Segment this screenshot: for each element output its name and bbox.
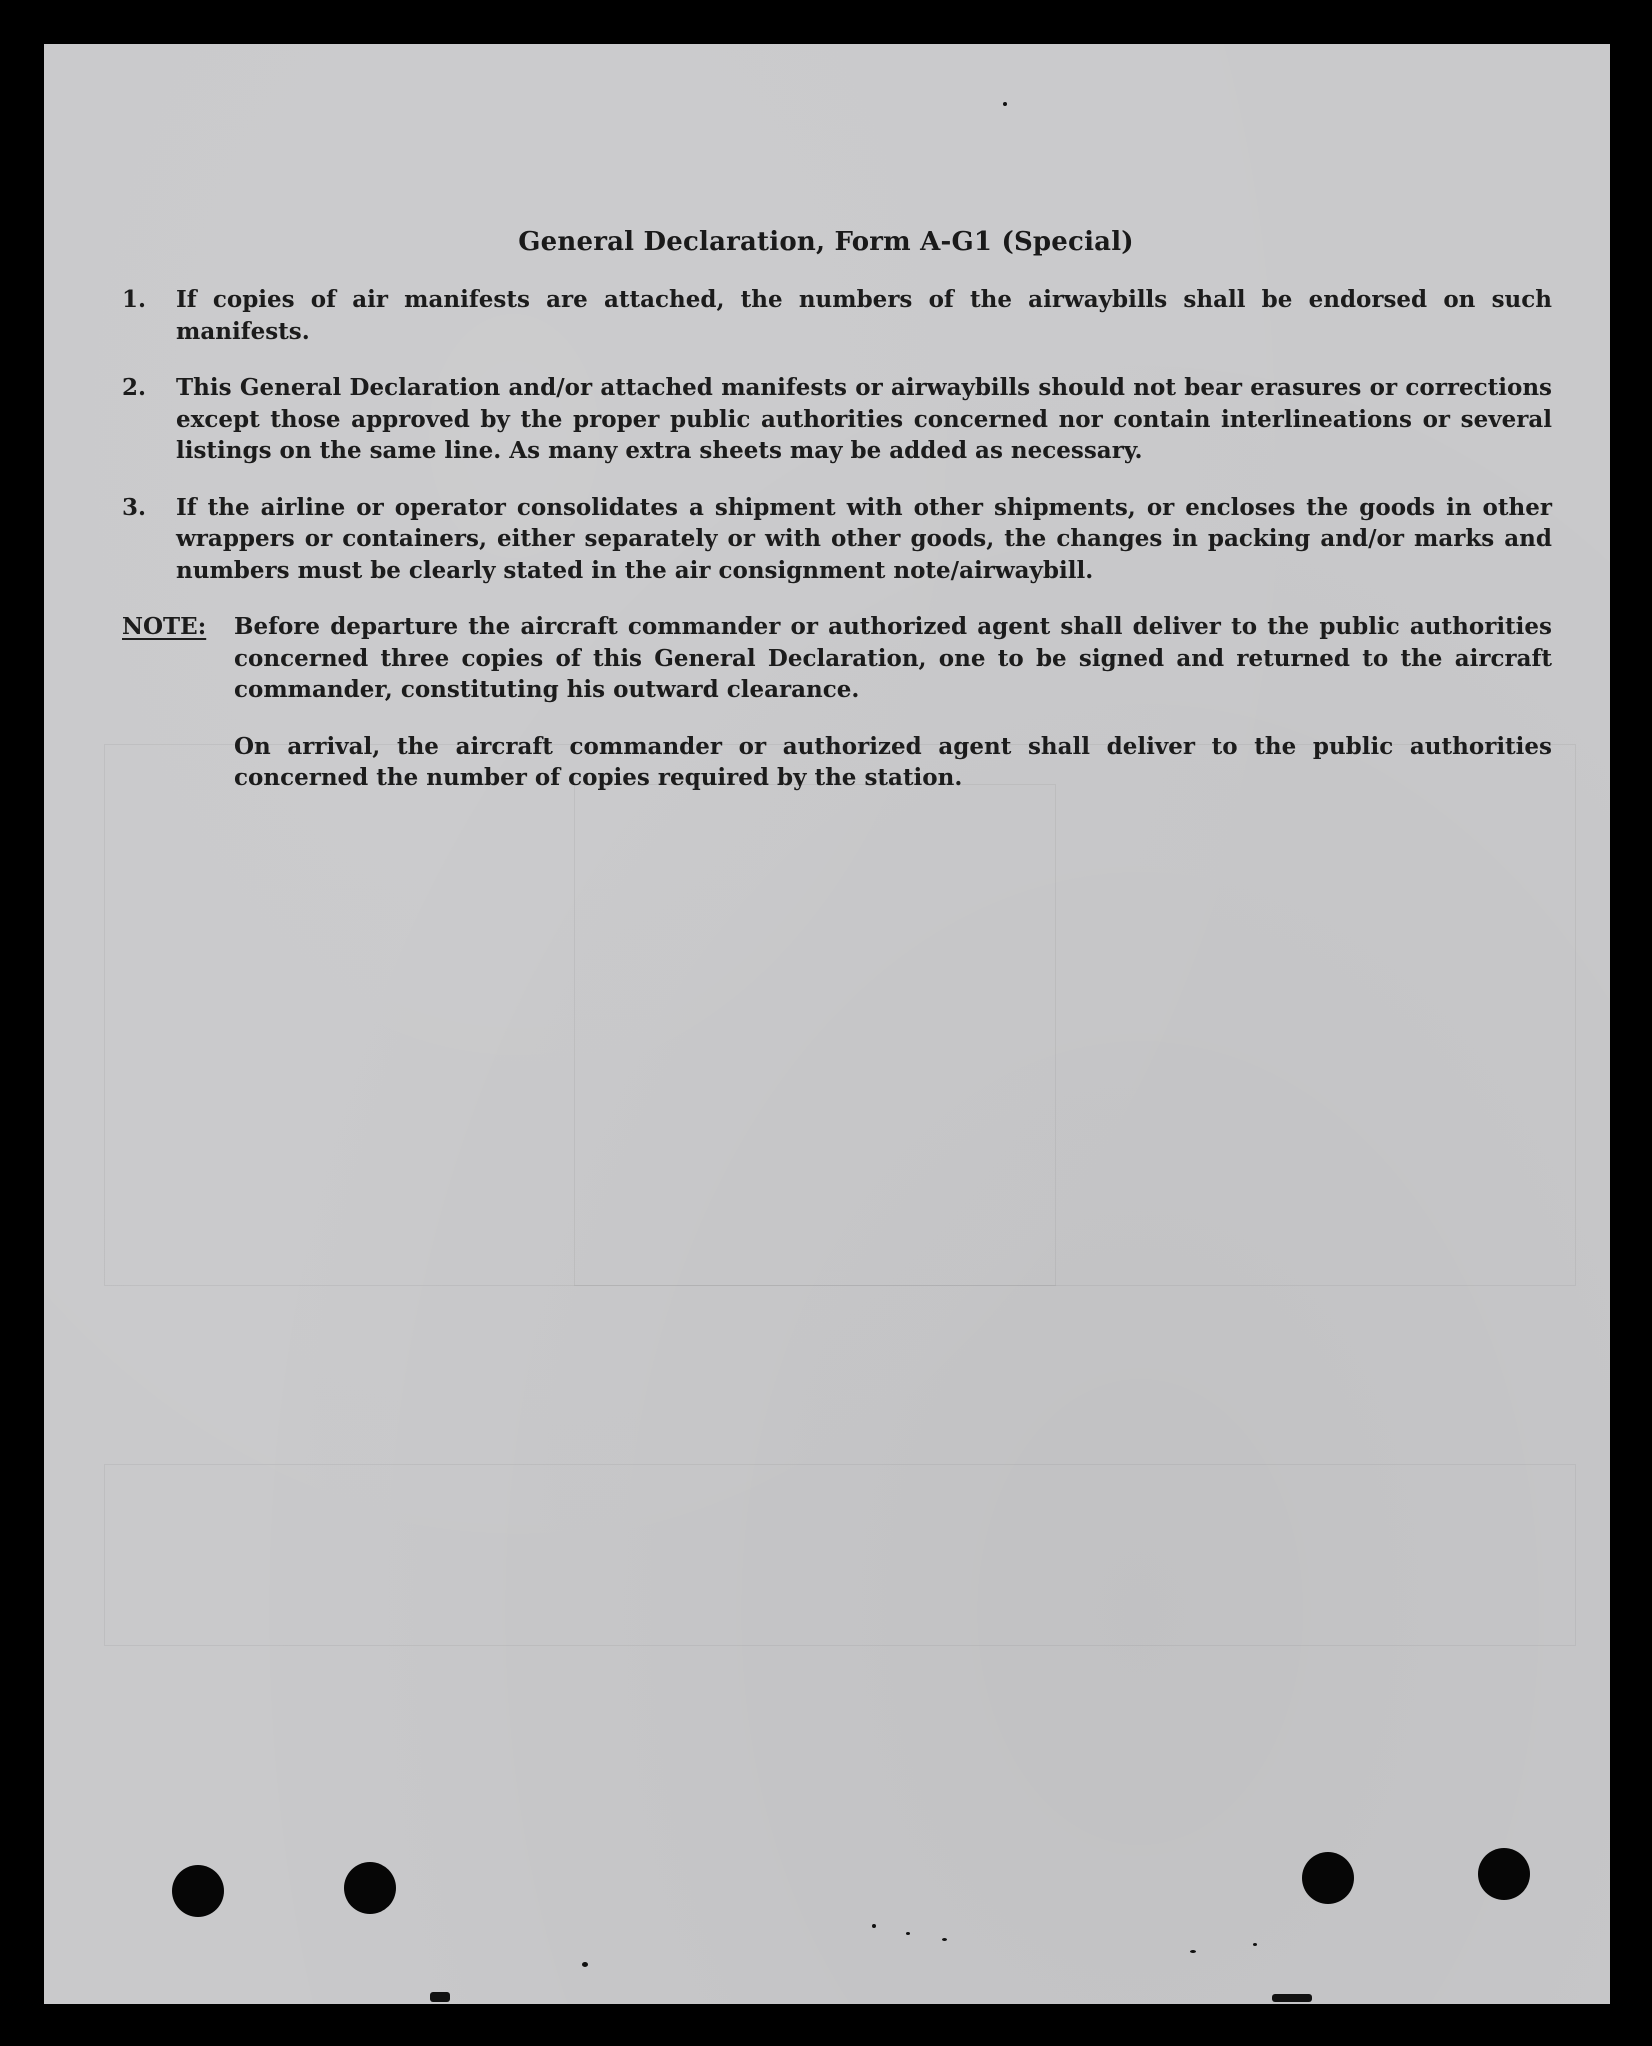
scan-speck — [1003, 102, 1007, 106]
scan-speck — [1253, 1943, 1257, 1946]
instructions-body — [122, 284, 1552, 819]
page-title: General Declaration, Form A-G1 (Special) — [518, 227, 1134, 258]
item-number: 1. — [122, 286, 147, 313]
scan-speck — [1272, 1994, 1312, 2002]
scan-speck — [872, 1924, 876, 1928]
note-paragraph: On arrival, the aircraft commander or authorized agent shall deliver to the public authorities concerned the number of copies required by the station. — [234, 732, 1552, 791]
punch-hole — [344, 1862, 396, 1914]
bleed-through-table-column — [574, 784, 1056, 1286]
item-number: 3. — [122, 493, 147, 521]
scan-speck — [582, 1962, 588, 1967]
scan-speck — [1190, 1950, 1196, 1953]
punch-hole — [172, 1865, 224, 1917]
scan-speck — [430, 1992, 450, 2002]
list-item — [122, 284, 1552, 347]
note-content — [234, 611, 1552, 819]
punch-hole — [1302, 1852, 1354, 1904]
note-section — [122, 611, 1552, 819]
note-label: NOTE: — [122, 613, 207, 640]
item-text: If the airline or operator consolidates a shipment with other shipments, or encloses the goods in other wrappers or containers, either separately or with other goods, the changes in packing and/or marks and numbers must be clearly stated in the air consignment note/airwaybill. — [176, 493, 1552, 584]
bleed-through-section — [104, 1464, 1576, 1646]
item-text: If copies of air manifests are attached, the numbers of the airwaybills shall be endorsed on such manifests. — [176, 286, 1552, 345]
list-item — [122, 372, 1552, 467]
item-text: This General Declaration and/or attached manifests or airwaybills should not bear erasures or corrections except those approved by the proper public authorities concerned nor contain interlineations or several listings on the same line. As many extra sheets may be added as necessary. — [176, 374, 1552, 464]
scan-speck — [942, 1938, 947, 1941]
note-paragraph: Before departure the aircraft commander or authorized agent shall deliver to the public authorities concerned three copies of this General Declaration, one to be signed and returned to the aircraft commander, constituting his outward clearance. — [234, 613, 1552, 703]
scan-speck — [906, 1932, 910, 1935]
list-item — [122, 492, 1552, 587]
item-number: 2. — [122, 374, 147, 401]
punch-hole — [1478, 1848, 1530, 1900]
